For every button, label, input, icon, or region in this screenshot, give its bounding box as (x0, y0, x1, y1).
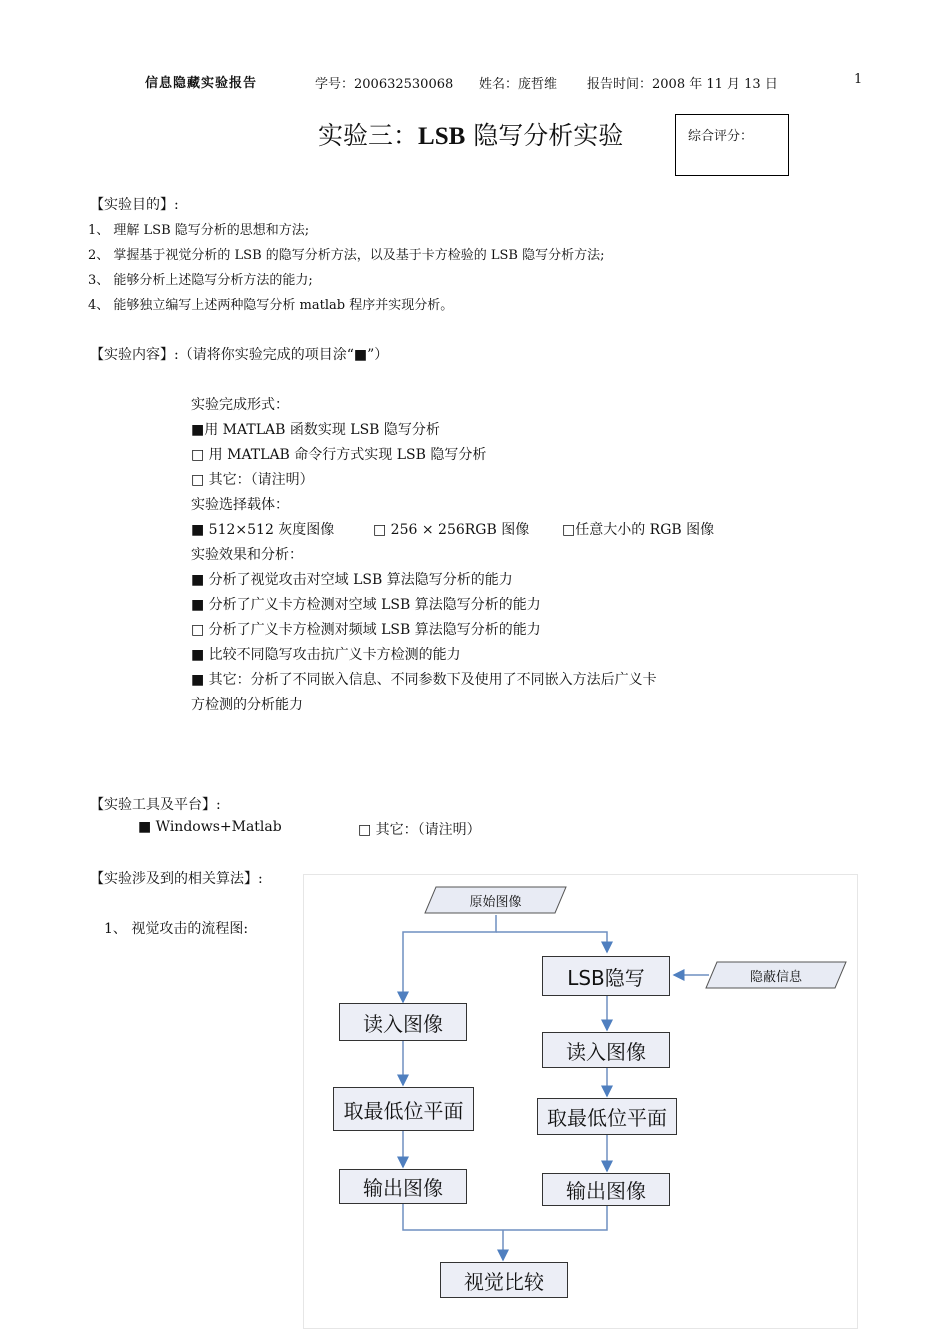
tools-option: □ 其它：（请注明） (358, 822, 481, 838)
score-label: 综合评分： (688, 129, 754, 144)
left-read-image-box: 读入图像 (339, 1003, 467, 1041)
carrier-title: 实验选择载体： (191, 497, 289, 513)
effect-option: ■ 分析了广义卡方检测对空域 LSB 算法隐写分析的能力 (191, 597, 541, 613)
effect-option: ■ 比较不同隐写攻击抗广义卡方检测的能力 (191, 647, 461, 663)
right-read-image-box: 读入图像 (542, 1032, 670, 1068)
purpose-item: 4、 能够独立编写上述两种隐写分析 matlab 程序并实现分析。 (88, 298, 454, 313)
purpose-heading: 【实验目的】: (90, 197, 179, 213)
algorithms-heading: 【实验涉及到的相关算法】: (90, 871, 263, 887)
flowchart (303, 874, 858, 1329)
purpose-item: 3、 能够分析上述隐写分析方法的能力; (88, 273, 313, 288)
content-heading: 【实验内容】:（请将你实验完成的项目涂“■”） (90, 347, 389, 363)
purpose-item: 1、 理解 LSB 隐写分析的思想和方法; (88, 223, 310, 238)
effect-option: ■ 其它：分析了不同嵌入信息、不同参数下及使用了不同嵌入方法后广义卡 (191, 672, 657, 688)
form-option: □ 用 MATLAB 命令行方式实现 LSB 隐写分析 (191, 447, 487, 463)
hidden-info-label: 隐蔽信息 (749, 969, 802, 985)
right-lsb-plane-box: 取最低位平面 (537, 1098, 677, 1135)
carrier-option: ■ 512×512 灰度图像 (191, 522, 335, 538)
page-title (318, 116, 623, 152)
effect-option-continued: 方检测的分析能力 (191, 697, 303, 713)
original-image-label: 原始图像 (469, 894, 522, 910)
left-lsb-plane-box: 取最低位平面 (333, 1087, 474, 1131)
page-number: 1 (854, 72, 863, 87)
form-option: ■用 MATLAB 函数实现 LSB 隐写分析 (191, 422, 440, 438)
tools-heading: 【实验工具及平台】: (90, 797, 221, 813)
right-output-image-box: 输出图像 (542, 1173, 670, 1206)
algorithm-item: 1、 视觉攻击的流程图: (104, 921, 249, 937)
lsb-stego-box: LSB隐写 (542, 956, 670, 996)
carrier-option: □任意大小的 RGB 图像 (562, 522, 715, 538)
visual-compare-box: 视觉比较 (440, 1262, 568, 1298)
score-box (675, 114, 789, 176)
header-name: 姓名：庞哲维 (479, 77, 558, 92)
effect-option: □ 分析了广义卡方检测对频域 LSB 算法隐写分析的能力 (191, 622, 541, 638)
header-brand: 信息隐藏实验报告 (145, 76, 258, 91)
title-bold: LSB (418, 123, 466, 150)
form-option: □ 其它：（请注明） (191, 472, 314, 488)
purpose-item: 2、 掌握基于视觉分析的 LSB 的隐写分析方法，以及基于卡方检验的 LSB 隐写分析方法; (88, 248, 605, 263)
left-output-image-box: 输出图像 (339, 1169, 467, 1204)
effect-option: ■ 分析了视觉攻击对空域 LSB 算法隐写分析的能力 (191, 572, 513, 588)
title-suffix: 隐写分析实验 (465, 121, 624, 150)
form-title: 实验完成形式： (191, 397, 289, 413)
header-student-id: 学号：200632530068 (315, 77, 454, 92)
effect-title: 实验效果和分析： (191, 547, 303, 563)
title-prefix: 实验三： (318, 121, 419, 150)
tools-option: ■ Windows+Matlab (138, 819, 282, 835)
carrier-option: □ 256 × 256RGB 图像 (373, 522, 530, 538)
header-report-time: 报告时间：2008 年 11 月 13 日 (587, 77, 778, 92)
